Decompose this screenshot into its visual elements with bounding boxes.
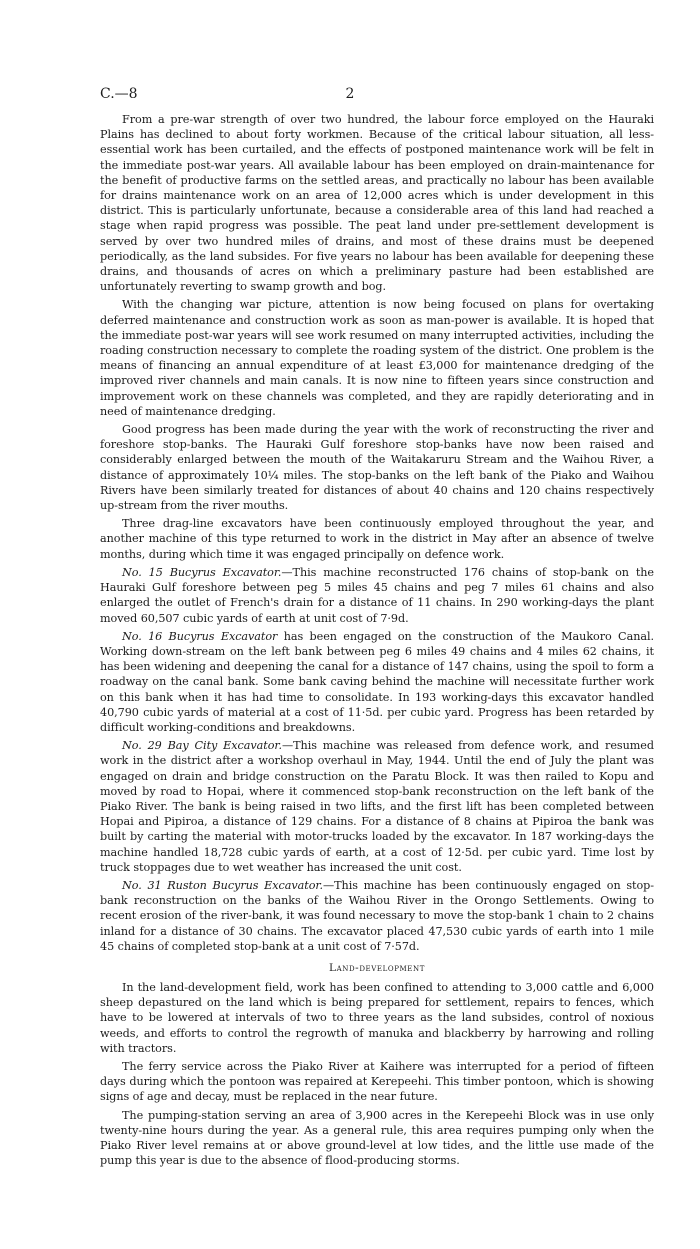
section-heading: Land-development	[329, 961, 425, 974]
paragraph-stop-banks: Good progress has been made during the year with the work of reconstructing the river and foreshore stop-banks. The Hauraki Gulf foreshore stop-banks have now been raised and considerably enlarged between the mouth of the Waitakaruru Stream and the Waihou River, a distance of approximately 10¼ miles. The stop-banks on the left bank of the Piako and Waihou Rivers have been similarly treated for distances of about 40 chains and 120 chains respectively up-stream from the river mouths.	[100, 423, 654, 513]
excavator-29-title: No. 29 Bay City Excavator.	[122, 739, 282, 753]
paragraph-ferry-service: The ferry service across the Piako River at Kaihere was interrupted for a period of fifteen days during which the pontoon was repaired at Kerepeehi. This timber pontoon, which is showing signs of age and decay, must be replaced in the near future.	[100, 1059, 654, 1104]
paragraph-pumping-station: The pumping-station serving an area of 3,900 acres in the Kerepeehi Block was in use only twenty-nine hours during the year. As a general rule, this area requires pumping only when the Piako River level remains at or above ground-level at low tides, and the little use made of the pump this year is due to the absence of flood-producing storms.	[100, 1108, 654, 1168]
excavator-31-title: No. 31 Ruston Bucyrus Excavator.	[122, 878, 323, 892]
page-number: 2	[345, 86, 355, 102]
document-reference: C.—8	[100, 86, 138, 102]
paragraph-excavator-29: No. 29 Bay City Excavator.—This machine was released from defence work, and resumed work in the district after a workshop overhaul in May, 1944. Until the end of July the plant was engaged on drain and bridge construction on the Paratu Block. It was then railed to Kopu and moved by road to Hopai, where it commenced stop-bank reconstruction on the left bank of the Piako River. The bank is being raised in two lifts, and the first lift has been completed between Hopai and Pipiroa, a distance of 129 chains. For a distance of 8 chains at Pipiroa the bank was built by carting the material with motor-trucks loaded by the excavator. In 187 working-days the machine handled 18,728 cubic yards of earth, at a cost of 12·5d. per cubic yard. Time lost by truck stoppages due to wet weather has increased the unit cost.	[100, 739, 654, 874]
paragraph-excavator-16: No. 16 Bucyrus Excavator has been engaged on the construction of the Maukoro Canal. Working down-stream on the left bank between peg 6 miles 49 chains and 4 miles 62 chains, it has been widening and deepening the canal for a distance of 147 chains, using the spoil to form a roadway on the canal bank. Some bank caving behind the machine will necessitate further work on this bank when it has had time to consolidate. In 193 working-days this excavator handled 40,790 cubic yards of material at a cost of 11·5d. per cubic yard. Progress has been retarded by difficult working-conditions and breakdowns.	[100, 629, 654, 734]
paragraph-land-development: In the land-development field, work has been confined to attending to 3,000 cattle and 6,000 sheep depastured on the land which is being prepared for settlement, repairs to fences, which have to be lowered at intervals of two to three years as the land subsides, control of noxious weeds, and efforts to control the regrowth of manuka and blackberry by harrowing and rolling with tractors.	[100, 980, 654, 1055]
document-body	[100, 112, 654, 1171]
paragraph-excavator-15: No. 15 Bucyrus Excavator.—This machine reconstructed 176 chains of stop-bank on the Hauraki Gulf foreshore between peg 5 miles 45 chains and peg 7 miles 61 chains and also enlarged the outlet of French's drain for a distance of 11 chains. In 290 working-days the plant moved 60,507 cubic yards of earth at unit cost of 7·9d.	[100, 565, 654, 625]
paragraph-war-picture: With the changing war picture, attention is now being focused on plans for overtaking deferred maintenance and construction work as soon as man-power is available. It is hoped that the immediate post-war years will see work resumed on many interrupted activities, including the roading construction necessary to complete the roading system of the district. One problem is the means of financing an annual expenditure of at least £3,000 for maintenance dredging of the improved river channels and main canals. It is now nine to fifteen years since construction and improvement work on these channels was completed, and they are rapidly deteriorating and in need of maintenance dredging.	[100, 298, 654, 418]
paragraph-excavators: Three drag-line excavators have been continuously employed throughout the year, and another machine of this type returned to work in the district in May after an absence of twelve months, during which time it was engaged principally on defence work.	[100, 517, 654, 561]
paragraph-labour-force: From a pre-war strength of over two hundred, the labour force employed on the Hauraki Plains has declined to about forty workmen. Because of the critical labour situation, all less-essential work has been curtailed, and the effects of postponed maintenance work will be felt in the immediate post-war years. All available labour has been employed on drain-maintenance for the benefit of productive farms on the settled areas, and practically no labour has been available for drains maintenance work on an area of 12,000 acres which is under development in this district. This is particularly unfortunate, because a considerable area of this land had reached a stage when rapid progress was possible. The peat land under pre-settlement development is served by over two hundred miles of drains, and most of these drains must be deepened periodically, as the land subsides. For five years no labour has been available for deepening these drains, and thousands of acres on which a preliminary pasture had been established are unfortunately reverting to swamp growth and bog.	[100, 113, 654, 294]
excavator-16-title: No. 16 Bucyrus Excavator	[122, 629, 278, 643]
excavator-15-title: No. 15 Bucyrus Excavator.	[122, 565, 282, 579]
paragraph-excavator-31: No. 31 Ruston Bucyrus Excavator.—This machine has been continuously engaged on stop-bank reconstruction on the banks of the Waihou River in the Orongo Settlements. Owing to recent erosion of the river-bank, it was found necessary to move the stop-bank 1 chain to 2 chains inland for a distance of 30 chains. The excavator placed 47,530 cubic yards of earth into 1 mile 45 chains of completed stop-bank at a unit cost of 7·57d.	[100, 878, 654, 953]
